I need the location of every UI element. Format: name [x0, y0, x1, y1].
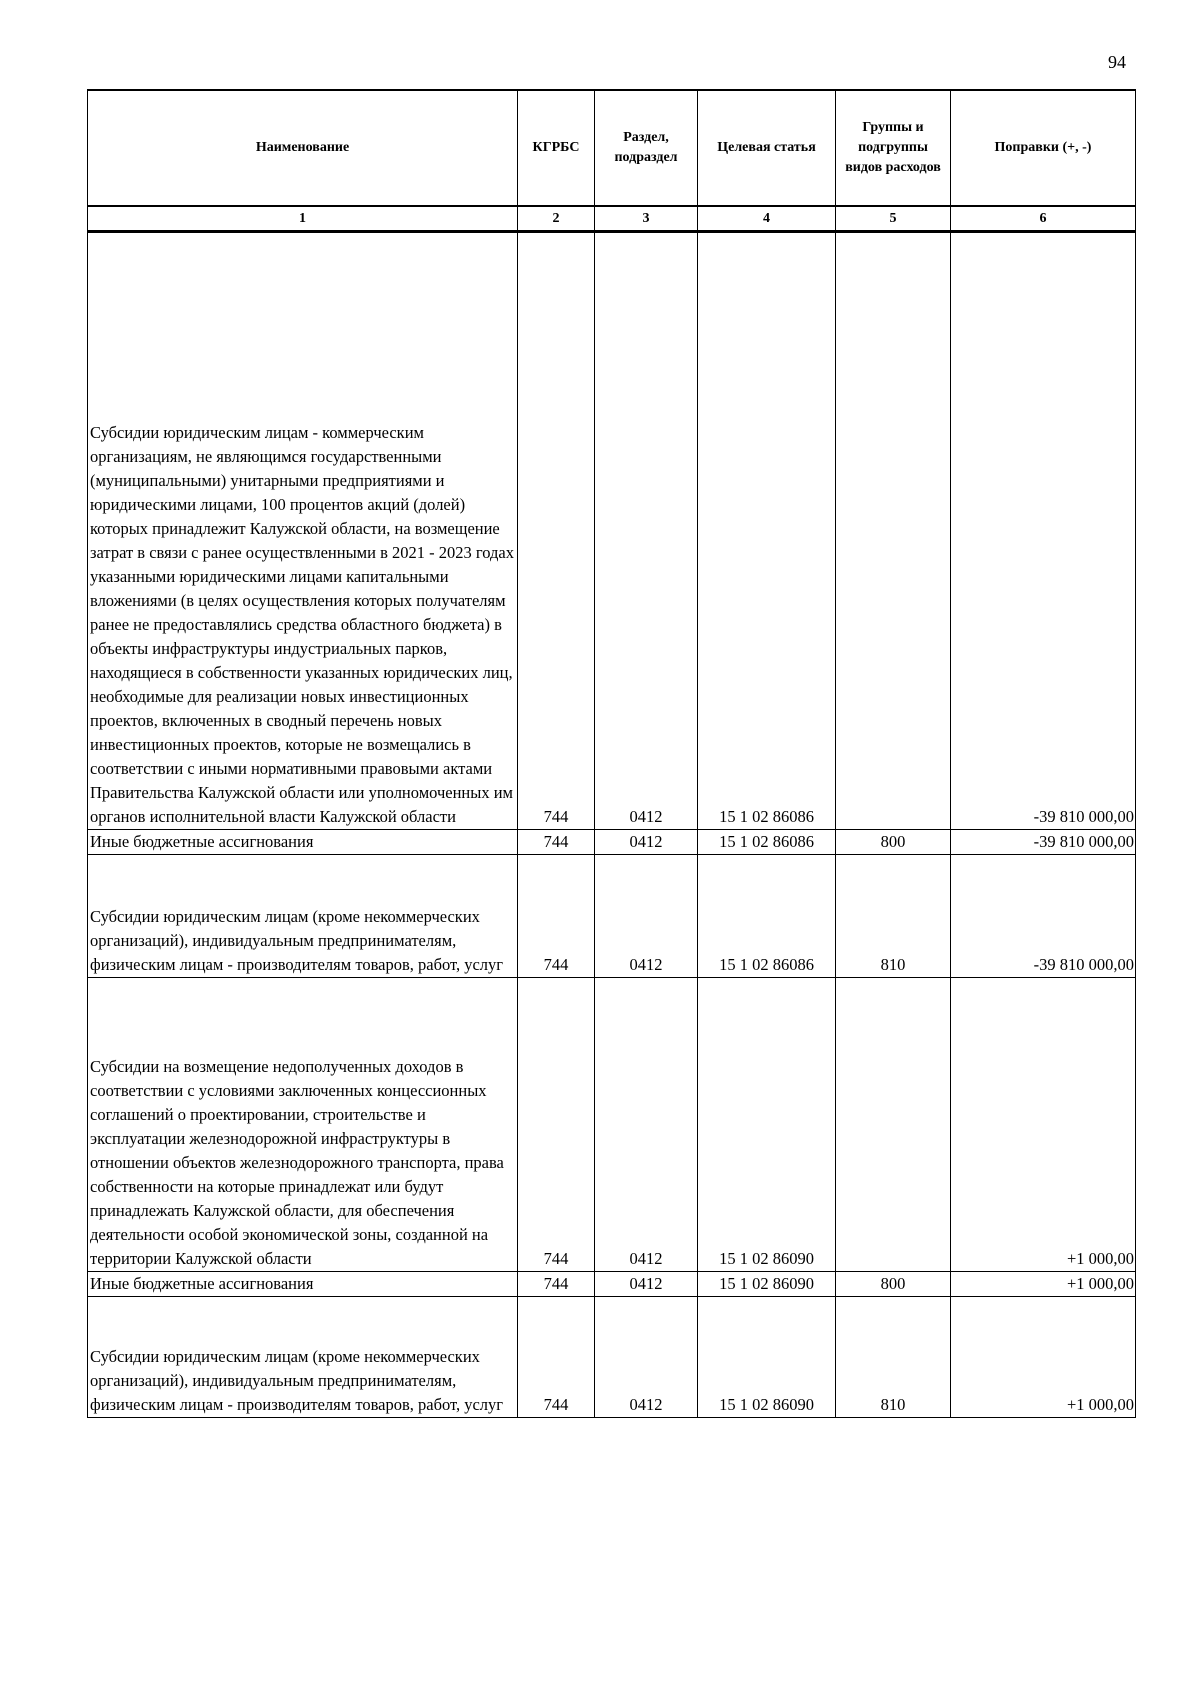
column-number-row — [88, 206, 1136, 232]
row-amount: -39 810 000,00 — [951, 830, 1136, 855]
budget-amendments-table — [87, 89, 1136, 1418]
row-target: 15 1 02 86090 — [698, 978, 836, 1272]
row-target: 15 1 02 86090 — [698, 1272, 836, 1297]
row-group — [836, 978, 951, 1272]
column-number: 6 — [951, 206, 1136, 232]
row-group: 800 — [836, 830, 951, 855]
header-name: Наименование — [88, 90, 518, 206]
row-group: 810 — [836, 1297, 951, 1418]
row-amount: -39 810 000,00 — [951, 232, 1136, 830]
row-name: Субсидии юридическим лицам (кроме некоммерческих организаций), индивидуальным предпринимателям, физическим лицам - производителям товаров, работ, услуг — [88, 1297, 518, 1418]
column-number: 4 — [698, 206, 836, 232]
table-row — [88, 978, 1136, 1272]
row-kgrbs: 744 — [518, 1297, 595, 1418]
row-target: 15 1 02 86090 — [698, 1297, 836, 1418]
row-target: 15 1 02 86086 — [698, 830, 836, 855]
row-amount: +1 000,00 — [951, 1297, 1136, 1418]
row-name: Иные бюджетные ассигнования — [88, 830, 518, 855]
table-row — [88, 830, 1136, 855]
header-amount: Поправки (+, -) — [951, 90, 1136, 206]
column-number: 2 — [518, 206, 595, 232]
row-kgrbs: 744 — [518, 855, 595, 978]
row-name: Субсидии юридическим лицам (кроме некоммерческих организаций), индивидуальным предпринимателям, физическим лицам - производителям товаров, работ, услуг — [88, 855, 518, 978]
row-section: 0412 — [595, 830, 698, 855]
column-number: 3 — [595, 206, 698, 232]
row-section: 0412 — [595, 1272, 698, 1297]
row-amount: +1 000,00 — [951, 1272, 1136, 1297]
row-kgrbs: 744 — [518, 830, 595, 855]
table-row — [88, 1272, 1136, 1297]
row-name: Иные бюджетные ассигнования — [88, 1272, 518, 1297]
header-kgrbs: КГРБС — [518, 90, 595, 206]
row-target: 15 1 02 86086 — [698, 232, 836, 830]
column-number: 1 — [88, 206, 518, 232]
row-group — [836, 232, 951, 830]
header-section: Раздел, подраздел — [595, 90, 698, 206]
row-name: Субсидии юридическим лицам - коммерческим организациям, не являющимся государственными (муниципальными) унитарными предприятиями и юридическими лицами, 100 процентов акций (долей) которых принадлежит Калужской области, на возмещение затрат в связи с ранее осуществленными в 2021 - 2023 годах указанными юридическими лицами капитальными вложениями (в целях осуществления которых получателям ранее не предоставлялись средства областного бюджета) в объекты инфраструктуры индустриальных парков, находящиеся в собственности указанных юридических лиц, необходимые для реализации новых инвестиционных проектов, включенных в сводный перечень новых инвестиционных проектов, которые не возмещались в соответствии с иными нормативными правовыми актами Правительства Калужской области или уполномоченных им органов исполнительной власти Калужской области — [88, 232, 518, 830]
table-row — [88, 855, 1136, 978]
table-row — [88, 1297, 1136, 1418]
row-section: 0412 — [595, 978, 698, 1272]
row-target: 15 1 02 86086 — [698, 855, 836, 978]
column-number: 5 — [836, 206, 951, 232]
page-number: 94 — [1108, 52, 1126, 72]
row-amount: +1 000,00 — [951, 978, 1136, 1272]
row-amount: -39 810 000,00 — [951, 855, 1136, 978]
row-section: 0412 — [595, 855, 698, 978]
row-section: 0412 — [595, 232, 698, 830]
header-row — [88, 90, 1136, 206]
row-kgrbs: 744 — [518, 232, 595, 830]
table-row — [88, 232, 1136, 830]
row-group: 810 — [836, 855, 951, 978]
header-group: Группы и подгруппы видов расходов — [836, 90, 951, 206]
header-target: Целевая статья — [698, 90, 836, 206]
row-section: 0412 — [595, 1297, 698, 1418]
row-group: 800 — [836, 1272, 951, 1297]
row-name: Субсидии на возмещение недополученных доходов в соответствии с условиями заключенных концессионных соглашений о проектировании, строительстве и эксплуатации железнодорожной инфраструктуры в отношении объектов железнодорожного транспорта, права собственности на которые принадлежат или будут принадлежать Калужской области, для обеспечения деятельности особой экономической зоны, созданной на территории Калужской области — [88, 978, 518, 1272]
row-kgrbs: 744 — [518, 978, 595, 1272]
row-kgrbs: 744 — [518, 1272, 595, 1297]
